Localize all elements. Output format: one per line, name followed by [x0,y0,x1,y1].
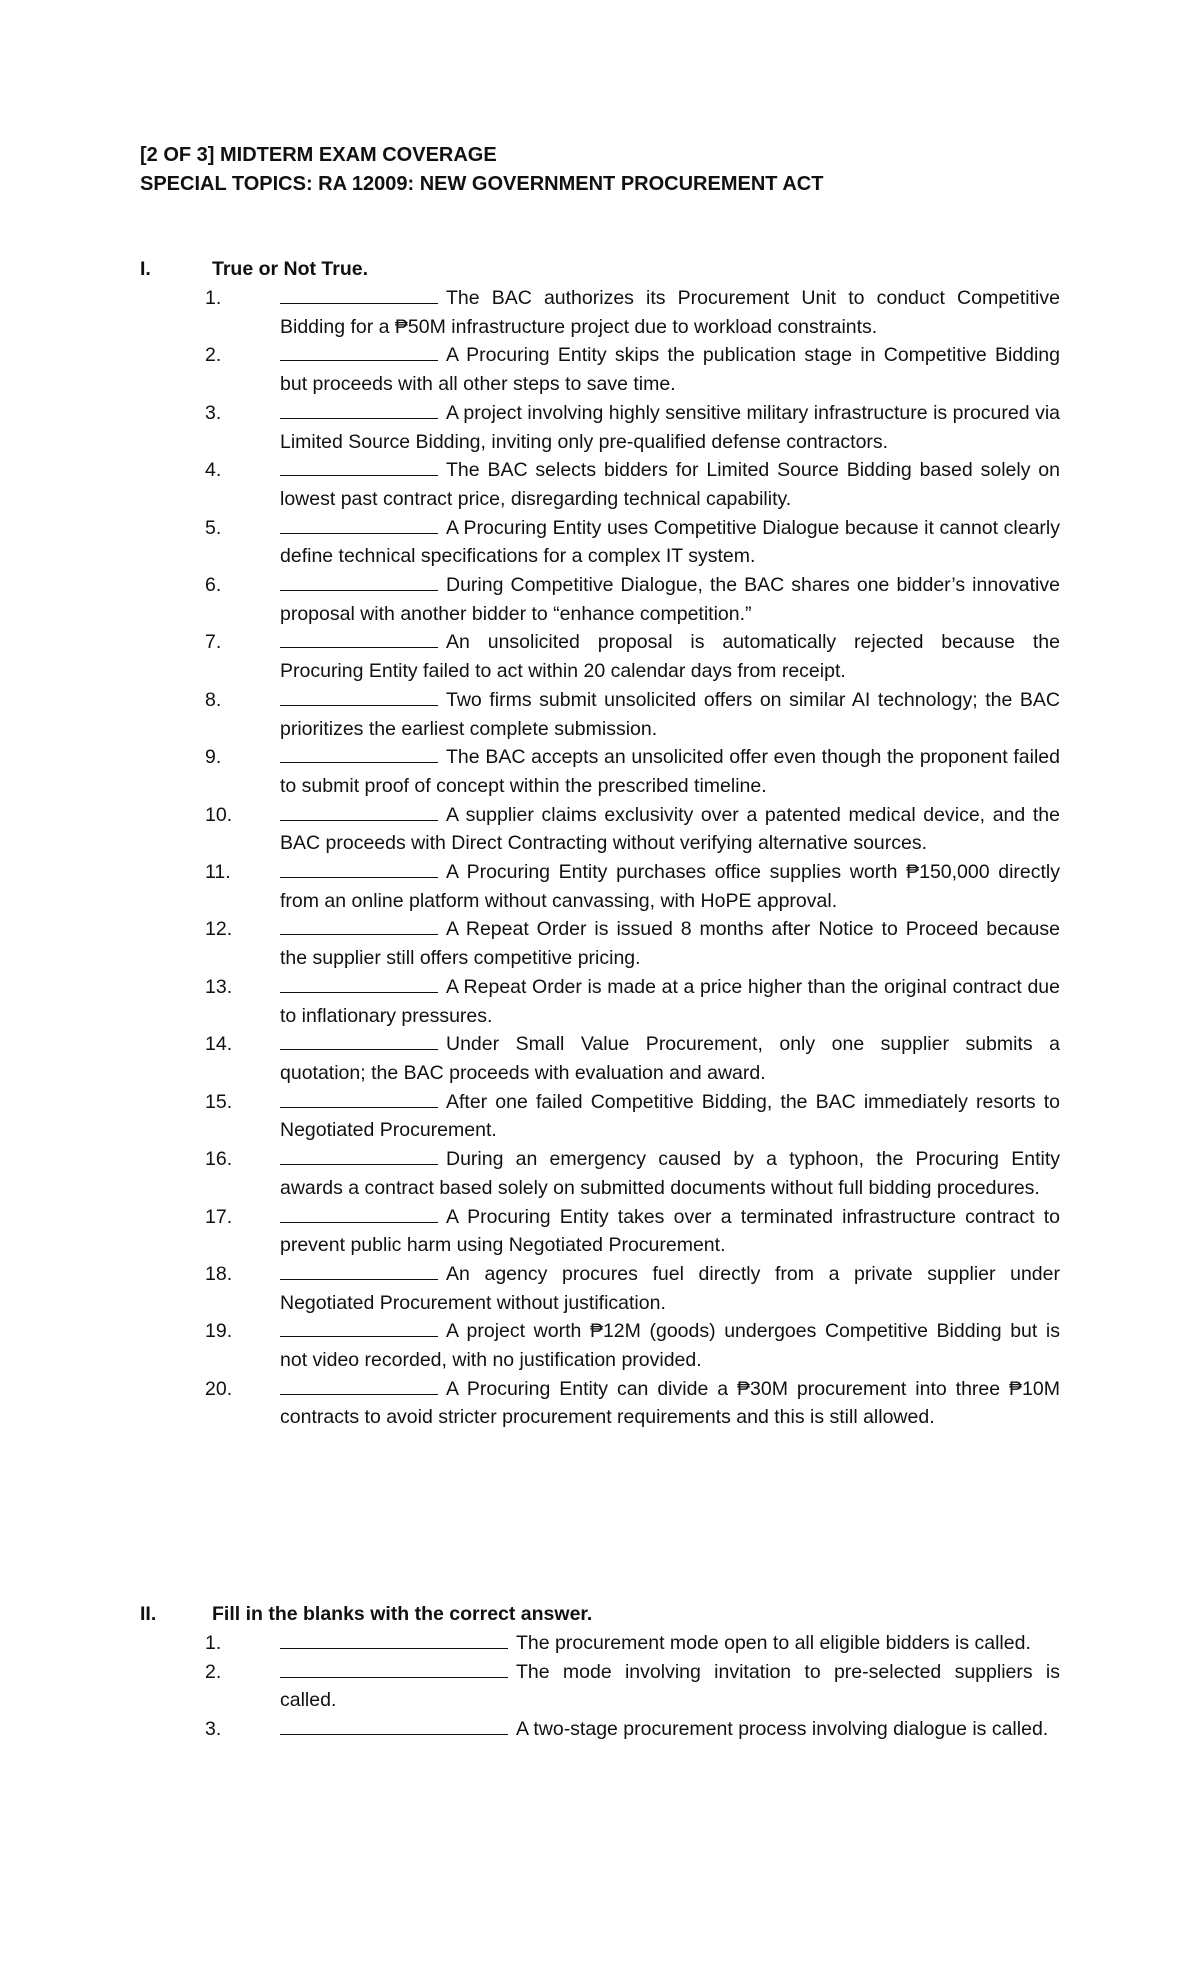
question-number-cell [140,1088,280,1145]
question-item [140,1203,1060,1260]
document-header [140,141,1080,199]
header-subject-title: SPECIAL TOPICS: RA 12009: NEW GOVERNMENT PROCUREMENT ACT [140,173,824,195]
question-text: Two firms submit unsolicited offers on similar AI technology; the BAC prioritizes the earliest complete submission. [280,688,1060,740]
question-item [140,1145,1060,1202]
section-numeral: I. [140,258,151,280]
question-body [280,973,1060,1030]
question-number: 6. [205,574,222,597]
question-body [280,743,1060,800]
question-number-cell [140,284,280,341]
question-number: 9. [205,746,222,769]
question-item [140,1658,1060,1715]
question-list [140,1629,1060,1744]
question-number-cell [140,1629,280,1658]
question-text: A Procuring Entity takes over a terminated infrastructure contract to prevent public harm using Negotiated Procurement. [280,1205,1060,1257]
question-number: 1. [205,287,222,309]
question-text: The BAC accepts an unsolicited offer even though the proponent failed to submit proof of concept within the prescribed timeline. [280,746,1060,797]
question-item [140,1317,1060,1374]
question-number-cell [140,571,280,628]
answer-blank[interactable] [280,1631,508,1649]
question-body [280,399,1060,456]
answer-blank[interactable] [280,286,438,304]
question-body [280,456,1060,513]
question-text: A Procuring Entity can divide a ₱30M procurement into three ₱10M contracts to avoid stricter procurement requirements and this is still allowed. [280,1377,1060,1429]
answer-blank[interactable] [280,1717,508,1735]
question-number-cell [140,341,280,398]
question-item [140,399,1060,456]
question-body [280,1145,1060,1202]
question-list [140,284,1060,1432]
question-text: A project worth ₱12M (goods) undergoes Competitive Bidding but is not video recorded, with no justification provided. [280,1320,1060,1372]
answer-blank[interactable] [280,458,438,476]
question-body [280,1317,1060,1374]
question-text: During an emergency caused by a typhoon, the Procuring Entity awards a contract based solely on submitted documents without full bidding procedures. [280,1148,1060,1199]
question-item [140,341,1060,398]
question-item [140,915,1060,972]
question-text: The procurement mode open to all eligible bidders is called. [516,1632,1031,1654]
question-body [280,1088,1060,1145]
question-text: During Competitive Dialogue, the BAC shares one bidder’s innovative proposal with another bidder to “enhance competition.” [280,574,1060,625]
question-item [140,628,1060,685]
question-item [140,973,1060,1030]
answer-blank[interactable] [280,860,438,878]
question-number-cell [140,1203,280,1260]
question-number: 7. [205,631,222,654]
question-body [280,1203,1060,1260]
question-number-cell [140,514,280,571]
question-number-cell [140,1375,280,1432]
question-text: The mode involving invitation to pre-selected suppliers is called. [280,1660,1060,1712]
question-item [140,571,1060,628]
answer-blank[interactable] [280,745,438,763]
question-body [280,858,1060,915]
question-item [140,801,1060,858]
question-body [280,341,1060,398]
question-item [140,1629,1060,1658]
question-body [280,801,1060,858]
question-text: A Repeat Order is made at a price higher than the original contract due to inflationary pressures. [280,975,1060,1027]
section-title: Fill in the blanks with the correct answer. [212,1603,593,1625]
question-number: 3. [205,1718,222,1741]
question-number: 4. [205,459,222,482]
question-number-cell [140,1145,280,1202]
question-number: 2. [205,1660,222,1683]
question-number-cell [140,801,280,858]
answer-blank[interactable] [280,1205,438,1223]
question-text: Under Small Value Procurement, only one supplier submits a quotation; the BAC proceeds with evaluation and award. [280,1033,1060,1084]
answer-blank[interactable] [280,1032,438,1050]
question-text: An agency procures fuel directly from a private supplier under Negotiated Procurement without justification. [280,1262,1060,1314]
question-number-cell [140,1317,280,1374]
question-number: 15. [205,1090,233,1113]
question-text: After one failed Competitive Bidding, the BAC immediately resorts to Negotiated Procurement. [280,1090,1060,1142]
question-number: 20. [205,1377,233,1400]
answer-blank[interactable] [280,343,438,361]
question-number: 16. [205,1148,233,1171]
question-number-cell [140,743,280,800]
question-text: The BAC selects bidders for Limited Source Bidding based solely on lowest past contract price, disregarding technical capability. [280,459,1060,510]
question-number-cell [140,915,280,972]
answer-blank[interactable] [280,1090,438,1108]
question-number-cell [140,1260,280,1317]
question-body [280,1715,1060,1744]
question-body [280,1629,1060,1658]
section-heading [140,255,1060,284]
answer-blank[interactable] [280,516,438,534]
question-item [140,1715,1060,1744]
question-number-cell [140,1715,280,1744]
header-coverage-title: [2 OF 3] MIDTERM EXAM COVERAGE [140,144,497,166]
question-text: A project involving highly sensitive military infrastructure is procured via Limited Source Bidding, inviting only pre-qualified defense contractors. [280,401,1060,453]
question-body [280,1030,1060,1087]
question-item [140,858,1060,915]
section-true-or-not-true [140,255,1060,1432]
question-number: 11. [205,861,231,884]
question-number-cell [140,1658,280,1715]
question-number: 17. [205,1205,233,1228]
question-body [280,514,1060,571]
question-number: 3. [205,401,222,424]
question-text: A supplier claims exclusivity over a patented medical device, and the BAC proceeds with Direct Contracting without verifying alternative sources. [280,803,1060,855]
question-text: A Procuring Entity skips the publication stage in Competitive Bidding but proceeds with all other steps to save time. [280,344,1060,396]
question-item [140,514,1060,571]
question-item [140,284,1060,341]
answer-blank[interactable] [280,803,438,821]
question-body [280,686,1060,743]
answer-blank[interactable] [280,573,438,591]
answer-blank[interactable] [280,1147,438,1165]
section-title: True or Not True. [212,258,369,280]
question-body [280,571,1060,628]
question-body [280,1658,1060,1715]
question-text: A Procuring Entity uses Competitive Dialogue because it cannot clearly define technical specifications for a complex IT system. [280,516,1060,568]
question-text: The BAC authorizes its Procurement Unit to conduct Competitive Bidding for a ₱50M infrastructure project due to workload constraints. [280,287,1060,338]
answer-blank[interactable] [280,975,438,993]
question-body [280,284,1060,341]
question-item [140,743,1060,800]
answer-blank[interactable] [280,401,438,419]
answer-blank[interactable] [280,1319,438,1337]
answer-blank[interactable] [280,688,438,706]
question-number: 18. [205,1262,233,1285]
question-number-cell [140,399,280,456]
question-number: 5. [205,516,222,539]
question-number-cell [140,686,280,743]
question-body [280,915,1060,972]
question-number: 12. [205,918,233,941]
question-text: A Repeat Order is issued 8 months after Notice to Proceed because the supplier still offers competitive pricing. [280,918,1060,970]
question-number: 8. [205,688,222,711]
question-number: 1. [205,1632,222,1654]
question-number-cell [140,858,280,915]
question-text: An unsolicited proposal is automatically rejected because the Procuring Entity failed to act within 20 calendar days from receipt. [280,631,1060,683]
question-body [280,628,1060,685]
question-body [280,1375,1060,1432]
question-body [280,1260,1060,1317]
section-heading [140,1600,1060,1629]
question-text: A two-stage procurement process involving dialogue is called. [516,1718,1049,1741]
answer-blank[interactable] [280,917,438,935]
answer-blank[interactable] [280,1660,508,1678]
question-item [140,1260,1060,1317]
question-number: 14. [205,1033,233,1056]
question-item [140,1375,1060,1432]
question-number-cell [140,628,280,685]
question-number: 2. [205,344,222,367]
question-number: 10. [205,803,233,826]
question-item [140,1088,1060,1145]
question-text: A Procuring Entity purchases office supplies worth ₱150,000 directly from an online platform without canvassing, with HoPE approval. [280,861,1060,912]
question-item [140,686,1060,743]
question-number-cell [140,973,280,1030]
section-numeral: II. [140,1603,157,1625]
question-number-cell [140,456,280,513]
question-item [140,1030,1060,1087]
section-fill-in-the-blanks [140,1600,1060,1744]
question-number: 19. [205,1320,233,1343]
question-item [140,456,1060,513]
answer-blank[interactable] [280,630,438,648]
answer-blank[interactable] [280,1262,438,1280]
question-number-cell [140,1030,280,1087]
answer-blank[interactable] [280,1377,438,1395]
question-number: 13. [205,975,233,998]
